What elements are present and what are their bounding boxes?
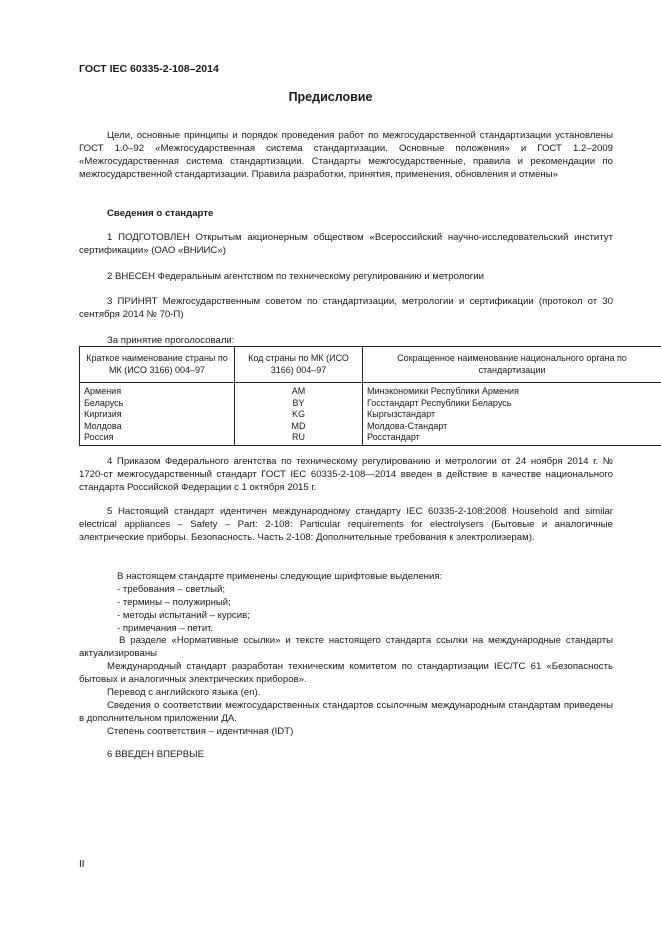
table-cell-code: AM <box>235 383 363 398</box>
table-cell-body: Кыргызстандарт <box>363 409 661 421</box>
list-item: - примечания – петит. <box>117 623 214 634</box>
table-cell-country: Киргизия <box>80 409 235 421</box>
table-cell-body: Минэкономики Республики Армения <box>363 383 661 398</box>
correspondence-paragraph: Сведения о соответствии межгосударственных стандартов ссылочным международным стандартам приведены в дополнительном приложении ДА. <box>79 700 613 724</box>
table-cell-country: Армения <box>80 383 235 398</box>
table-cell-code: RU <box>235 432 363 445</box>
vote-label: За принятие проголосовали: <box>107 335 235 346</box>
table-row <box>80 421 661 433</box>
list-item: - термины – полужирный; <box>117 597 231 608</box>
table-header-code: Код страны по МК (ИСО 3166) 004–97 <box>235 347 363 383</box>
table-row <box>80 383 661 398</box>
page-title: Предисловие <box>288 90 373 104</box>
table-cell-body: Госстандарт Республики Беларусь <box>363 398 661 410</box>
degree-line: Степень соответствия – идентичная (IDT) <box>107 726 294 737</box>
intro-paragraph: Цели, основные принципы и порядок проведения работ по межгосударственной стандартизации установлены ГОСТ 1.0–92 «Межгосударственная система стандартизации. Основные положения» и ГОСТ 1.2–2009 «Межгосударственная система стандартизации. Стандарты межгосударственные, правила и рекомендации по межгосударственной стандартизации. Правила разработки, принятия, применения, обновления и отмены» <box>79 130 613 180</box>
page-number: II <box>79 859 85 870</box>
item-3-adopted: 3 ПРИНЯТ Межгосударственным советом по стандартизации, метрологии и сертификации (протокол от 30 сентября 2014 № 70-П) <box>79 296 613 320</box>
table-cell-country: Молдова <box>80 421 235 433</box>
table-cell-body: Росстандарт <box>363 432 661 445</box>
item-2-introduced: 2 ВНЕСЕН Федеральным агентством по техническому регулированию и метрологии <box>107 271 485 282</box>
table-cell-code: MD <box>235 421 363 433</box>
list-item: - требования – светлый; <box>117 584 225 595</box>
item-4-order: 4 Приказом Федерального агентства по техническому регулированию и метрологии от 24 ноября 2014 г. № 1720-ст межгосударственный стандарт ГОСТ IEC 60335-2-108—2014 введен в действие в качестве национального стандарта Российской Федерации с 1 октября 2015 г. <box>79 456 613 493</box>
table-cell-country: Россия <box>80 432 235 445</box>
countries-table <box>79 346 661 446</box>
info-heading: Сведения о стандарте <box>107 208 214 219</box>
table-row <box>80 432 661 445</box>
translation-line: Перевод с английского языка (en). <box>107 687 261 698</box>
table-cell-code: BY <box>235 398 363 410</box>
fonts-intro: В настоящем стандарте применены следующие шрифтовые выделения: <box>117 571 443 582</box>
developer-paragraph: Международный стандарт разработан техническим комитетом по стандартизации IEC/TC 61 «Безопасность бытовых и аналогичных электрических приборов». <box>79 661 613 685</box>
table-row <box>80 398 661 410</box>
list-item: - методы испытаний – курсив; <box>117 610 250 621</box>
document-id: ГОСТ IEC 60335-2-108–2014 <box>79 63 219 75</box>
item-1-prepared: 1 ПОДГОТОВЛЕН Открытым акционерным обществом «Всероссийский научно-исследовательский институт сертификации» (ОАО «ВНИИС») <box>79 232 613 256</box>
table-cell-country: Беларусь <box>80 398 235 410</box>
table-cell-body: Молдова-Стандарт <box>363 421 661 433</box>
table-cell-code: KG <box>235 409 363 421</box>
item-6-first-introduced: 6 ВВЕДЕН ВПЕРВЫЕ <box>107 749 205 760</box>
table-row <box>80 409 661 421</box>
item-5-identical: 5 Настоящий стандарт идентичен международному стандарту IEC 60335-2-108:2008 Household and similar electrical appliances – Safety – Part: 2-108: Particular requirements for electrolysers (Бытовые и аналогичные электрические приборы. Безопасность. Часть 2-108: Дополнительные требования к электролизерам). <box>79 506 613 543</box>
refs-paragraph: В разделе «Нормативные ссылки» и тексте настоящего стандарта ссылки на международные стандарты актуализированы <box>79 635 613 659</box>
table-header-body: Сокращенное наименование национального органа по стандартизации <box>363 347 661 383</box>
table-header-country: Краткое наименование страны по МК (ИСО 3166) 004–97 <box>80 347 235 383</box>
